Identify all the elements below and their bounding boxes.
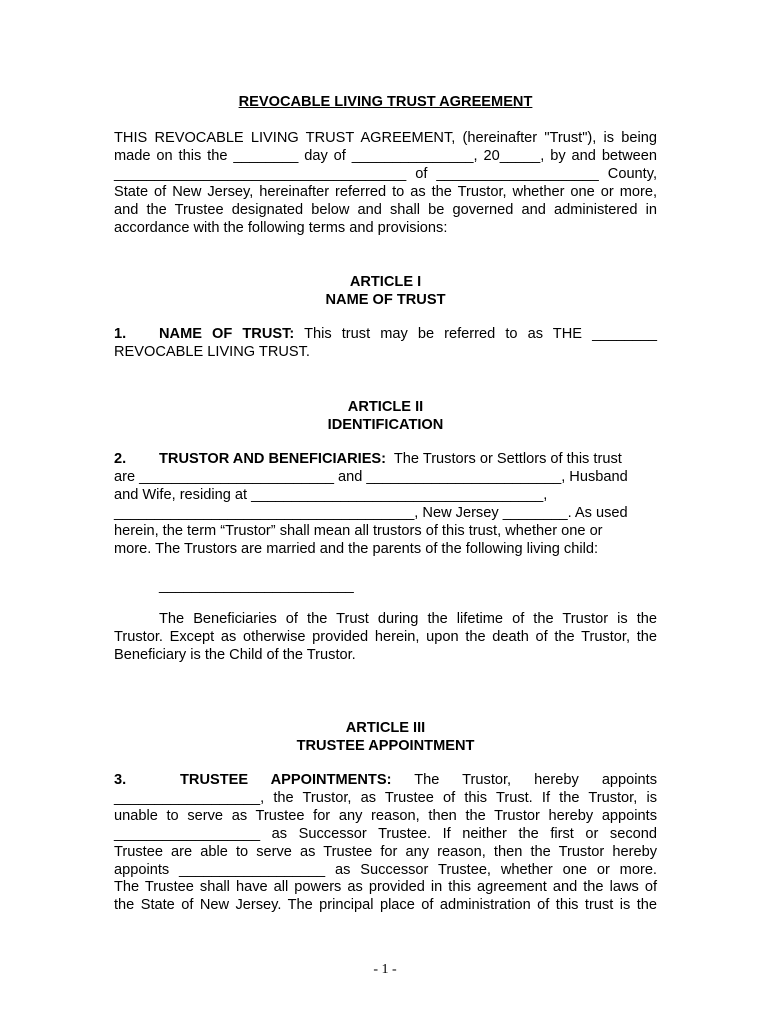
section-2-paragraph — [114, 451, 657, 558]
article-number: ARTICLE III — [345, 720, 426, 736]
section-line — [114, 451, 657, 469]
child-name-blank: ________________________ — [159, 578, 354, 594]
article-title: NAME OF TRUST — [325, 292, 446, 308]
article-2-heading — [114, 398, 657, 434]
section-line — [114, 611, 657, 629]
section-line: Beneficiary is the Child of the Trustor. — [114, 646, 356, 663]
section-label: TRUSTEE APPOINTMENTS: — [180, 772, 392, 788]
intro-line: made on this the ________ day of _______________, 20_____, by and between — [114, 147, 657, 164]
section-line: Trustee are able to serve as Trustee for any reason, then the Trustor hereby — [114, 843, 657, 860]
section-label: NAME OF TRUST: — [159, 326, 295, 342]
section-number: 1. — [114, 326, 127, 342]
section-3-paragraph — [114, 772, 657, 915]
section-line — [114, 326, 657, 344]
article-number: ARTICLE I — [349, 274, 422, 290]
section-number: 2. — [114, 451, 127, 467]
article-title: IDENTIFICATION — [327, 417, 444, 433]
document-title: REVOCABLE LIVING TRUST AGREEMENT — [238, 94, 533, 110]
intro-line: accordance with the following terms and provisions: — [114, 219, 448, 236]
intro-line: and the Trustee designated below and shall be governed and administered in — [114, 201, 657, 218]
article-number: ARTICLE II — [347, 399, 424, 415]
section-text: The Trustor, hereby appoints — [414, 772, 657, 788]
section-text: The Trustors or Settlors of this trust — [393, 451, 622, 467]
article-1-heading — [114, 273, 657, 309]
section-line: The Trustee shall have all powers as provided in this agreement and the laws of — [114, 879, 657, 896]
article-3-heading — [114, 719, 657, 755]
section-line: are ________________________ and ________________________, Husband — [114, 468, 628, 485]
section-line: unable to serve as Trustee for any reason, then the Trustor hereby appoints — [114, 807, 657, 824]
section-line: the State of New Jersey. The principal place of administration of this trust is the — [114, 897, 657, 914]
section-1-paragraph — [114, 326, 657, 362]
beneficiaries-paragraph — [114, 611, 657, 665]
section-number: 3. — [114, 772, 127, 788]
intro-line: ____________________________________ of ____________________ County, — [114, 165, 657, 182]
section-line: and Wife, residing at ____________________________________, — [114, 486, 548, 503]
article-title: TRUSTEE APPOINTMENT — [296, 738, 475, 754]
section-text: The Beneficiaries of the Trust during the lifetime of the Trustor is the — [159, 611, 657, 627]
section-line: REVOCABLE LIVING TRUST. — [114, 343, 310, 360]
intro-paragraph — [114, 130, 657, 237]
section-line: herein, the term “Trustor” shall mean all trustors of this trust, whether one or — [114, 522, 603, 539]
section-line: _____________________________________, New Jersey ________. As used — [114, 504, 628, 521]
section-line: more. The Trustors are married and the parents of the following living child: — [114, 540, 598, 557]
section-line: appoints __________________ as Successor Trustee, whether one or more. — [114, 861, 657, 878]
section-line — [114, 772, 657, 790]
section-line: Trustor. Except as otherwise provided herein, upon the death of the Trustor, the — [114, 628, 657, 645]
section-line: __________________ as Successor Trustee. If neither the first or second — [114, 825, 657, 842]
intro-line: State of New Jersey, hereinafter referred to as the Trustor, whether one or more, — [114, 183, 657, 200]
section-text: This trust may be referred to as THE ________ — [304, 326, 657, 342]
page-number: - 1 - — [373, 962, 397, 977]
section-line: __________________, the Trustor, as Trustee of this Trust. If the Trustor, is — [114, 789, 657, 806]
section-label: TRUSTOR AND BENEFICIARIES: — [159, 451, 387, 467]
intro-line: THIS REVOCABLE LIVING TRUST AGREEMENT, (hereinafter "Trust"), is being — [114, 130, 657, 146]
